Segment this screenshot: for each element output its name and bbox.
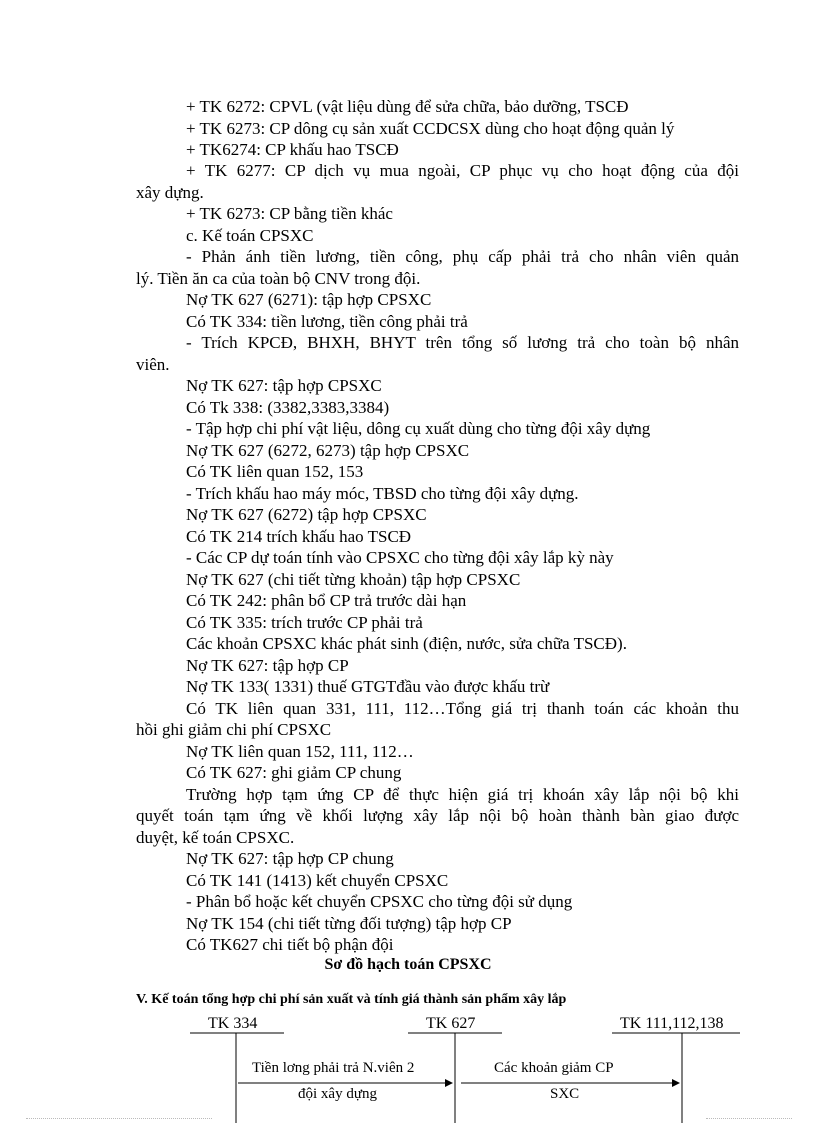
text-line: Có TK 627: ghi giảm CP chung [186,763,402,782]
text-line: Có TK 242: phân bổ CP trả trước dài hạn [186,591,467,610]
text-line: Nợ TK 133( 1331) thuế GTGTđầu vào được khấu trừ [186,677,550,696]
text-line: Nợ TK liên quan 152, 111, 112… [186,742,414,761]
text-line: + TK 6272: CPVL (vật liệu dùng để sửa chữa, bảo dưỡng, TSCĐ [186,97,629,116]
text-line: + TK6274: CP khấu hao TSCĐ [186,140,399,159]
text-line: - Trích KPCĐ, BHXH, BHYT trên tổng số lương trả cho toàn bộ nhân [186,333,739,352]
text-line: - Các CP dự toán tính vào CPSXC cho từng đội xây lắp kỳ này [186,548,614,567]
flow-label: SXC [550,1086,580,1102]
text-line: Các khoản CPSXC khác phát sinh (điện, nước, sửa chữa TSCĐ). [186,634,627,653]
flow-label: đội xây dựng [298,1086,377,1102]
text-line: - Phân bổ hoặc kết chuyển CPSXC cho từng đội sử dụng [186,892,573,911]
text-line: Nợ TK 627: tập hợp CP chung [186,849,394,868]
text-line: Trường hợp tạm ứng CP để thực hiện giá trị khoán xây lắp nội bộ khi [186,785,739,804]
flow-label: Các khoản giảm CP [494,1060,614,1076]
text-line: Nợ TK 627: tập hợp CPSXC [186,376,382,395]
text-line: Có TK 334: tiền lương, tiền công phải trả [186,312,468,331]
text-line: hồi ghi giảm chi phí CPSXC [136,720,332,739]
account-label: TK 627 [426,1015,476,1032]
text-line: Nợ TK 627 (6272, 6273) tập hợp CPSXC [186,441,470,460]
section-heading: V. Kế toán tổng hợp chi phí sản xuất và tính giá thành sản phẩm xây lắp [136,992,567,1007]
text-line: Có Tk 338: (3382,3383,3384) [186,398,390,417]
text-line: quyết toán tạm ứng về khối lượng xây lắp nội bộ hoàn thành bàn giao được [136,806,739,825]
account-label: TK 334 [208,1015,258,1032]
text-line: Nợ TK 627 (6272) tập hợp CPSXC [186,505,427,524]
text-line: - Trích khấu hao máy móc, TBSD cho từng đội xây dựng. [186,484,579,503]
text-line: viên. [136,355,170,374]
text-line: + TK 6277: CP dịch vụ mua ngoài, CP phục vụ cho hoạt động của đội [186,161,739,180]
page-edge-dots [26,1118,212,1120]
text-line: Có TK 214 trích khấu hao TSCĐ [186,527,412,546]
text-line: Có TK627 chi tiết bộ phận đội [186,935,394,954]
text-line: Có TK 141 (1413) kết chuyển CPSXC [186,871,449,890]
account-label: TK 111,112,138 [620,1015,724,1032]
text-line: - Phản ánh tiền lương, tiền công, phụ cấp phải trả cho nhân viên quản [186,247,739,266]
text-line: Nợ TK 627: tập hợp CP [186,656,349,675]
page-edge-dots [706,1118,792,1120]
text-line: Có TK liên quan 152, 153 [186,462,364,481]
text-line: - Tập hợp chi phí vật liệu, dông cụ xuất dùng cho từng đội xây dựng [186,419,651,438]
text-line: Có TK 335: trích trước CP phải trả [186,613,423,632]
text-line: Nợ TK 154 (chi tiết từng đối tượng) tập hợp CP [186,914,512,933]
text-line: + TK 6273: CP bằng tiền khác [186,204,393,223]
text-line: lý. Tiền ăn ca của toàn bộ CNV trong đội. [136,269,421,288]
text-line: Nợ TK 627 (chi tiết từng khoản) tập hợp CPSXC [186,570,521,589]
text-line: duyệt, kế toán CPSXC. [136,828,295,847]
text-line: xây dựng. [136,183,204,202]
text-line: + TK 6273: CP dông cụ sản xuất CCDCSX dùng cho hoạt động quản lý [186,119,675,138]
text-line: Nợ TK 627 (6271): tập hợp CPSXC [186,290,432,309]
text-line: c. Kế toán CPSXC [186,226,314,245]
text-line: Có TK liên quan 331, 111, 112…Tổng giá trị thanh toán các khoản thu [186,699,739,718]
flow-label: Tiền lơng phải trả N.viên 2 [252,1060,415,1076]
diagram-title: Sơ đồ hạch toán CPSXC [324,956,492,973]
